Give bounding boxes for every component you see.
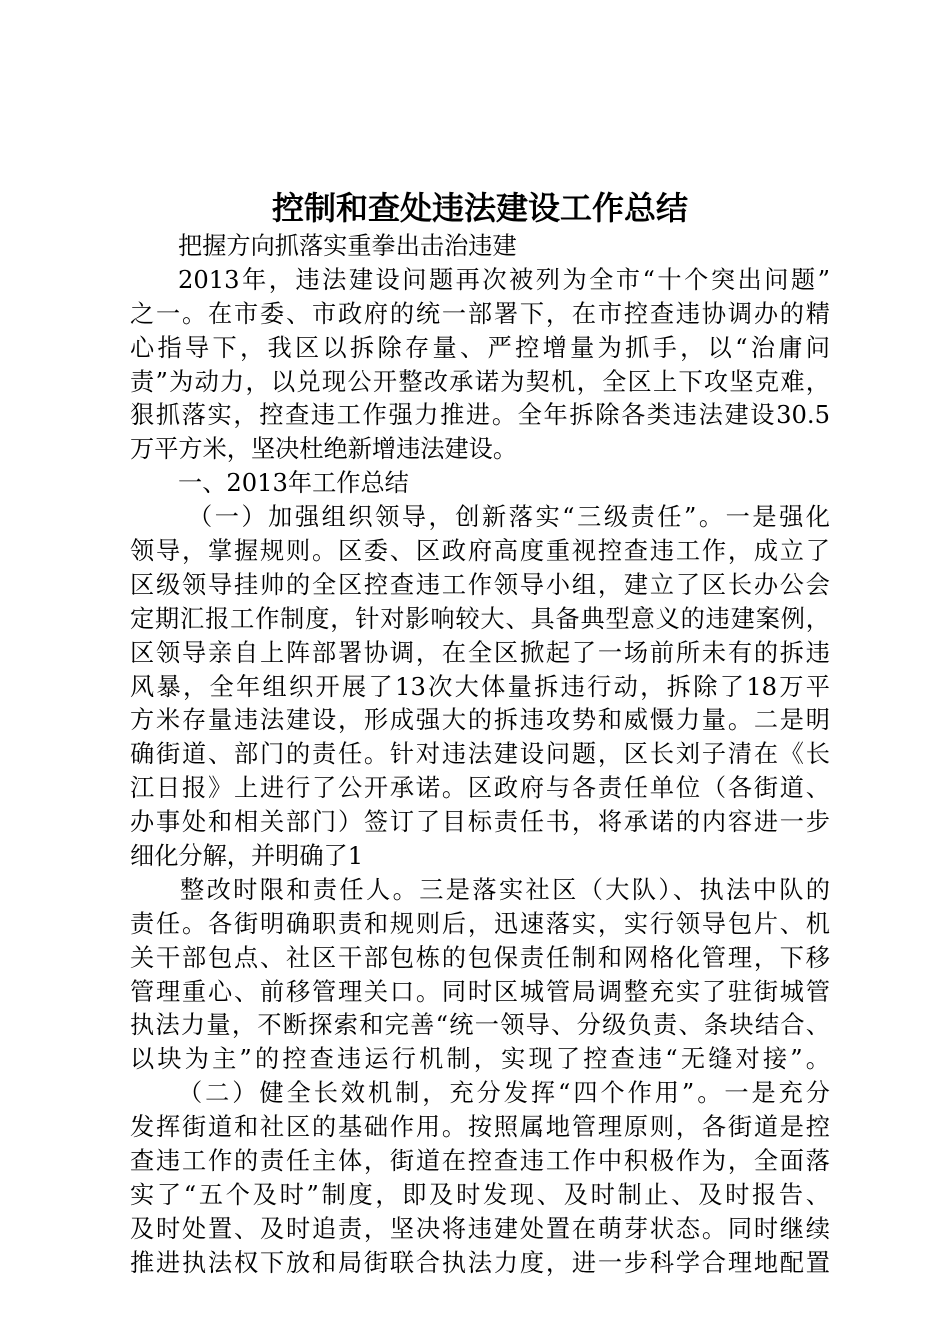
subtitle-line: 把握方向抓落实重拳出击治违建 <box>178 232 517 260</box>
paragraph-line: 2013年，违法建设问题再次被列为全市“十个突出问题” <box>178 265 830 294</box>
section-heading: 一、2013年工作总结 <box>178 469 409 498</box>
document-page <box>130 0 830 1344</box>
document-body <box>130 230 830 1281</box>
paragraph-line: 推进执法权下放和局街联合执法力度，进一步科学合理地配置 <box>130 1248 830 1277</box>
document-title: 控制和查处违法建设工作总结 <box>271 189 688 227</box>
paragraph-line: 管理重心、前移管理关口。同时区城管局调整充实了驻街城管 <box>130 977 830 1006</box>
paragraph-line: 办事处和相关部门）签订了目标责任书，将承诺的内容进一步 <box>130 808 830 837</box>
paragraph-line: 责”为动力，以兑现公开整改承诺为契机，全区上下攻坚克难， <box>130 367 830 396</box>
paragraph-line: 狠抓落实，控查违工作强力推进。全年拆除各类违法建设30.5 <box>130 401 830 430</box>
paragraph-line: （二）健全长效机制，充分发挥“四个作用”。一是充分 <box>178 1079 830 1108</box>
paragraph-line: 区级领导挂帅的全区控查违工作领导小组，建立了区长办公会 <box>130 570 830 599</box>
paragraph-line: （一）加强组织领导，创新落实“三级责任”。一是强化 <box>188 503 830 532</box>
paragraph-line: 整改时限和责任人。三是落实社区（大队）、执法中队的 <box>180 875 830 904</box>
paragraph-line: 查违工作的责任主体，街道在控查违工作中积极作为，全面落 <box>130 1147 830 1176</box>
paragraph-line: 心指导下，我区以拆除存量、严控增量为抓手，以“治庸问 <box>130 333 830 362</box>
paragraph-line: 及时处置、及时追责，坚决将违建处置在萌芽状态。同时继续 <box>130 1214 830 1243</box>
paragraph-line: 确街道、部门的责任。针对违法建设问题，区长刘子清在《长 <box>130 740 830 769</box>
paragraph-line: 实了“五个及时”制度，即及时发现、及时制止、及时报告、 <box>130 1180 830 1209</box>
paragraph-line: 万平方米，坚决杜绝新增违法建设。 <box>130 435 518 464</box>
paragraph-line: 区领导亲自上阵部署协调，在全区掀起了一场前所未有的拆违 <box>130 638 830 667</box>
paragraph-line: 关干部包点、社区干部包栋的包保责任制和网格化管理，下移 <box>130 943 830 972</box>
paragraph-line: 细化分解，并明确了1 <box>130 842 364 871</box>
paragraph-line: 定期汇报工作制度，针对影响较大、具备典型意义的违建案例， <box>130 604 830 633</box>
paragraph-line: 执法力量，不断探索和完善“统一领导、分级负责、条块结合、 <box>130 1011 830 1040</box>
paragraph-line: 以块为主”的控查违运行机制，实现了控查违“无缝对接”。 <box>130 1045 830 1074</box>
paragraph-line: 风暴，全年组织开展了13次大体量拆违行动，拆除了18万平 <box>130 672 830 701</box>
paragraph-line: 江日报》上进行了公开承诺。区政府与各责任单位（各街道、 <box>130 774 830 803</box>
paragraph-line: 之一。在市委、市政府的统一部署下，在市控查违协调办的精 <box>130 299 830 328</box>
paragraph-line: 发挥街道和社区的基础作用。按照属地管理原则，各街道是控 <box>130 1113 830 1142</box>
paragraph-line: 领导，掌握规则。区委、区政府高度重视控查违工作，成立了 <box>130 537 830 566</box>
paragraph-line: 方米存量违法建设，形成强大的拆违攻势和威慑力量。二是明 <box>130 706 830 735</box>
paragraph-line: 责任。各街明确职责和规则后，迅速落实，实行领导包片、机 <box>130 909 830 938</box>
